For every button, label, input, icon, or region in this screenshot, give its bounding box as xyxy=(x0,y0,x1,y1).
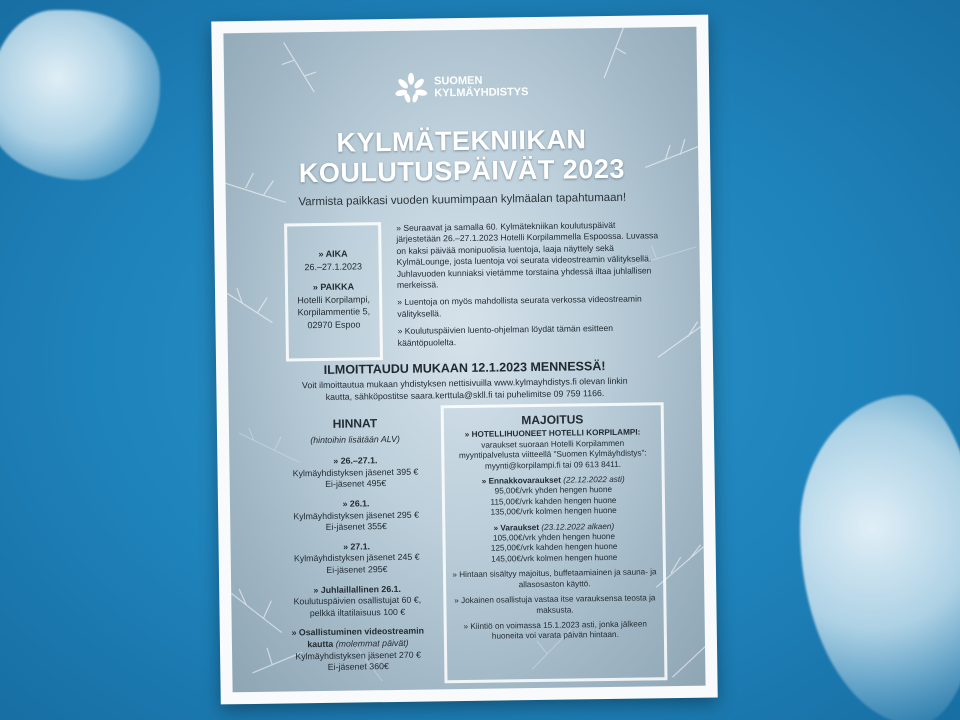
intro-text xyxy=(396,219,660,355)
ice-patch-right xyxy=(800,395,960,720)
registration-line: Voit ilmoittautua mukaan yhdistyksen nettisivuilla www.kylmayhdistys.fi olevan linkin xyxy=(301,375,628,391)
info-box xyxy=(284,222,383,361)
lodging-box xyxy=(441,402,668,683)
place-line: Hotelli Korpilampi, xyxy=(297,293,370,305)
hotel-line: myynti@korpilampi.fi tai 09 613 8411. xyxy=(484,459,622,471)
poster-title xyxy=(225,123,699,190)
lodging-note: » Jokainen osallistuja vastaa itse varauksensa teosta ja maksusta. xyxy=(454,593,656,615)
prices-section xyxy=(277,417,437,674)
price-group-label: » Juhlaillallinen 26.1. xyxy=(313,583,402,595)
price-group-label: » 26.1. xyxy=(342,498,370,509)
snowflake-leaf-logo-icon xyxy=(394,72,428,102)
registration-line: kautta, sähköpostitse saara.kerttula@skll.fi tai puhelimitse 09 759 1166. xyxy=(325,387,605,402)
poster xyxy=(211,15,717,705)
poster-subtitle: Varmista paikkasi vuoden kuumimpaan kylmäalan tapahtumaan! xyxy=(298,191,627,209)
price-line: Ei-jäsenet 355€ xyxy=(325,521,387,533)
logo-line2: KYLMÄYHDISTYS xyxy=(434,86,529,100)
registration-heading: ILMOITTAUDU MUKAAN 12.1.2023 MENNESSÄ! xyxy=(323,359,606,377)
price-line: Koulutuspäivien osallistujat 60 €, xyxy=(293,594,422,607)
prices-heading: HINNAT xyxy=(332,416,378,431)
price-line: Kylmäyhdistyksen jäsenet 295 € xyxy=(293,509,420,521)
time-value: 26.–27.1.2023 xyxy=(304,260,363,272)
ice-patch-left xyxy=(0,10,160,180)
lodging-heading: MAJOITUS xyxy=(521,412,584,428)
hotel-label: » HOTELLIHUONEET HOTELLI KORPILAMPI: xyxy=(464,427,641,440)
stream-note: (molemmat päivät) xyxy=(333,637,409,649)
room-price: 95,00€/vrk yhden hengen huone xyxy=(494,485,613,497)
price-group-label: » Osallistuminen videostreamin xyxy=(291,625,425,638)
registration-section xyxy=(228,358,702,405)
room-price: 115,00€/vrk kahden hengen huone xyxy=(490,495,617,507)
logo xyxy=(394,71,529,103)
hotel-line: varaukset suoraan Hotelli Korpilammen xyxy=(481,438,625,450)
price-line: Ei-jäsenet 295€ xyxy=(326,564,388,575)
lodging-note: » Kiintiö on voimassa 15.1.2023 asti, jonka jälkeen huoneita voi varata päivän hintaan. xyxy=(463,619,647,641)
room-price: 135,00€/vrk kolmen hengen huone xyxy=(490,506,617,517)
title-line2: KOULUTUSPÄIVÄT 2023 xyxy=(298,153,626,189)
price-line: Kylmäyhdistyksen jäsenet 270 € xyxy=(295,649,422,661)
logo-text xyxy=(434,74,528,99)
lodging-note: » Hintaan sisältyy majoitus, buffetaamiainen ja sauna- ja allasosaston käyttö. xyxy=(452,567,657,589)
price-line: Kylmäyhdistyksen jäsenet 395 € xyxy=(292,466,419,479)
intro-paragraph: » Koulutuspäivien luento-ohjelman löydät tämän esitteen kääntöpuolelta. xyxy=(397,323,614,348)
place-line: Korpilammentie 5, xyxy=(297,306,371,318)
place-label: » PAIKKA xyxy=(312,281,355,293)
price-line: Ei-jäsenet 360€ xyxy=(327,661,389,673)
price-line: Kylmäyhdistyksen jäsenet 245 € xyxy=(293,551,420,564)
room-price: 125,00€/vrk kahden hengen huone xyxy=(490,542,618,554)
place-line: 02970 Espoo xyxy=(307,318,361,330)
booking-label: » Varaukset (23.12.2022 alkaen) xyxy=(493,521,615,533)
hotel-line: myyntipalvelusta viitteellä "Suomen Kylmäyhdistys": xyxy=(458,448,647,461)
prices-note: (hintoihin lisätään ALV) xyxy=(310,433,400,445)
intro-paragraph: » Luentoja on myös mahdollista seurata verkossa videostreamin välityksellä. xyxy=(397,293,642,319)
price-line: pelkkä iltatilaisuus 100 € xyxy=(309,606,406,618)
title-line1: KYLMÄTEKNIIKAN xyxy=(336,124,587,158)
price-line: Ei-jäsenet 495€ xyxy=(325,478,387,490)
stream-label: kautta xyxy=(307,638,334,650)
logo-line1: SUOMEN xyxy=(434,74,483,88)
time-label: » AIKA xyxy=(318,248,348,260)
poster-content xyxy=(223,27,705,693)
room-price: 145,00€/vrk kolmen hengen huone xyxy=(491,552,618,564)
early-booking-label: » Ennakkovaraukset (22.12.2022 asti) xyxy=(481,474,625,486)
intro-paragraph: » Seuraavat ja samalla 60. Kylmätekniikan koulutuspäivät järjestetään 26.–27.1.2023 Hotelli Korpilammella Espoossa. Luvassa on kaksi päivää monipuolisia luentoja, laaja näyttely sekä KylmäLounge, josta luentoja voi seurata videostreamin välityksellä. Juhlavuoden kunniaksi vietämme torstaina yhdessä iltaa juhlallisen merkeissä. xyxy=(396,219,659,290)
room-price: 105,00€/vrk yhden hengen huone xyxy=(492,531,616,543)
price-group-label: » 27.1. xyxy=(343,541,371,552)
price-group-label: » 26.–27.1. xyxy=(333,455,378,467)
